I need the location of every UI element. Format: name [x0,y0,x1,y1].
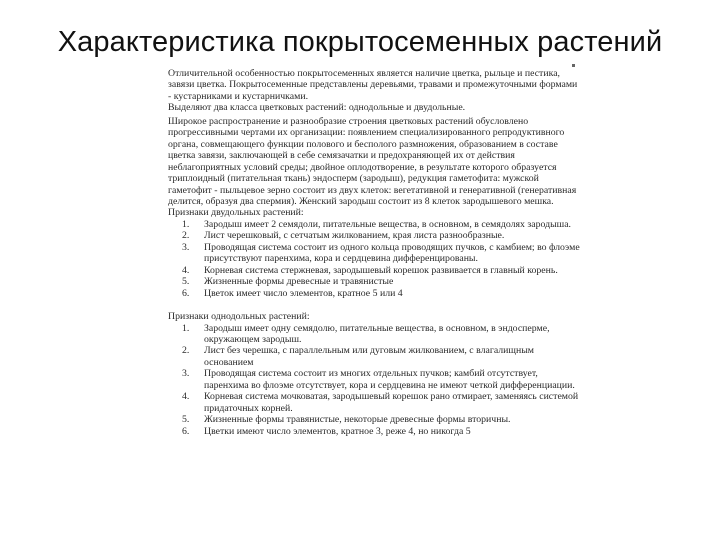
list-item: 6. Цветок имеет число элементов, кратное 5 или 4 [182,287,403,299]
spread-paragraph: Широкое распространение и разнообразие строения цветковых растений обусловлено прогрессивными чертами их организации: появлением специализированного репродуктивного органа, совмещающего функции полового и бесполого размножения, образованием в составе цветка завязи, заключающей в себе семязачатки и предохраняющей их от действия неблагоприятных условий среды; двойное оплодотворение, в результате которого образуется триплоидный (питательная ткань) эндосперм (зародыш), редукция гаметофита: мужской гаметофит - пыльцевое зерно состоит из двух клеток: вегетативной и генеративной (генеративная делится, образуя два спермия). Женский зародыш состоит из 8 клеток зародышевого мешка. [168,115,577,207]
list-item: 5. Жизненные формы травянистые, некоторые древесные формы вторичны. [182,414,511,426]
dicot-list [168,219,580,299]
monocot-heading: Признаки однодольных растений: [168,311,310,323]
dicot-heading: Признаки двудольных растений: [168,207,304,219]
slide-title: Характеристика покрытосеменных растений [57,26,663,58]
scanned-document [168,68,580,508]
list-item: 4. Корневая система мочковатая, зародышевый корешок рано отмирает, заменяясь системой придаточных корней. [182,391,579,414]
list-item: 5. Жизненные формы древесные и травянистые [182,276,394,288]
list-item: 3. Проводящая система состоит из многих отдельных пучков; камбий отсутствует, паренхима во флоэме отсутствует, кора и сердцевина не имеют четкой дифференциации. [182,368,575,391]
list-item: 1. Зародыш имеет 2 семядоли, питательные вещества, в основном, в семядолях зародыша. [182,218,571,230]
list-item: 3. Проводящая система состоит из одного кольца проводящих пучков, с камбием; во флоэме присутствуют паренхима, кора и сердцевина дифференцированы. [182,241,580,265]
monocot-list [168,323,580,438]
list-item: 2. Лист черешковый, с сетчатым жилкованием, края листа разнообразные. [182,230,505,242]
list-item: 1. Зародыш имеет одну семядолю, питательные вещества, в основном, в эндосперме, окружающем зародыш. [182,322,550,345]
list-item: 4. Корневая система стержневая, зародышевый корешок развивается в главный корень. [182,264,558,276]
scan-artifact-dot [572,64,575,67]
list-item: 6. Цветки имеют число элементов, кратное 3, реже 4, но никогда 5 [182,425,471,437]
list-item: 2. Лист без черешка, с параллельным или дуговым жилкованием, с влагалищным основанием [182,345,534,368]
classes-paragraph: Выделяют два класса цветковых растений: однодольные и двудольные. [168,102,466,114]
intro-paragraph: Отличительной особенностью покрытосеменных является наличие цветка, рыльце и пестика, завязи цветка. Покрытосеменные представлены деревьями, травами и промежуточными формами - кустарниками и кустарничками. [168,68,578,102]
